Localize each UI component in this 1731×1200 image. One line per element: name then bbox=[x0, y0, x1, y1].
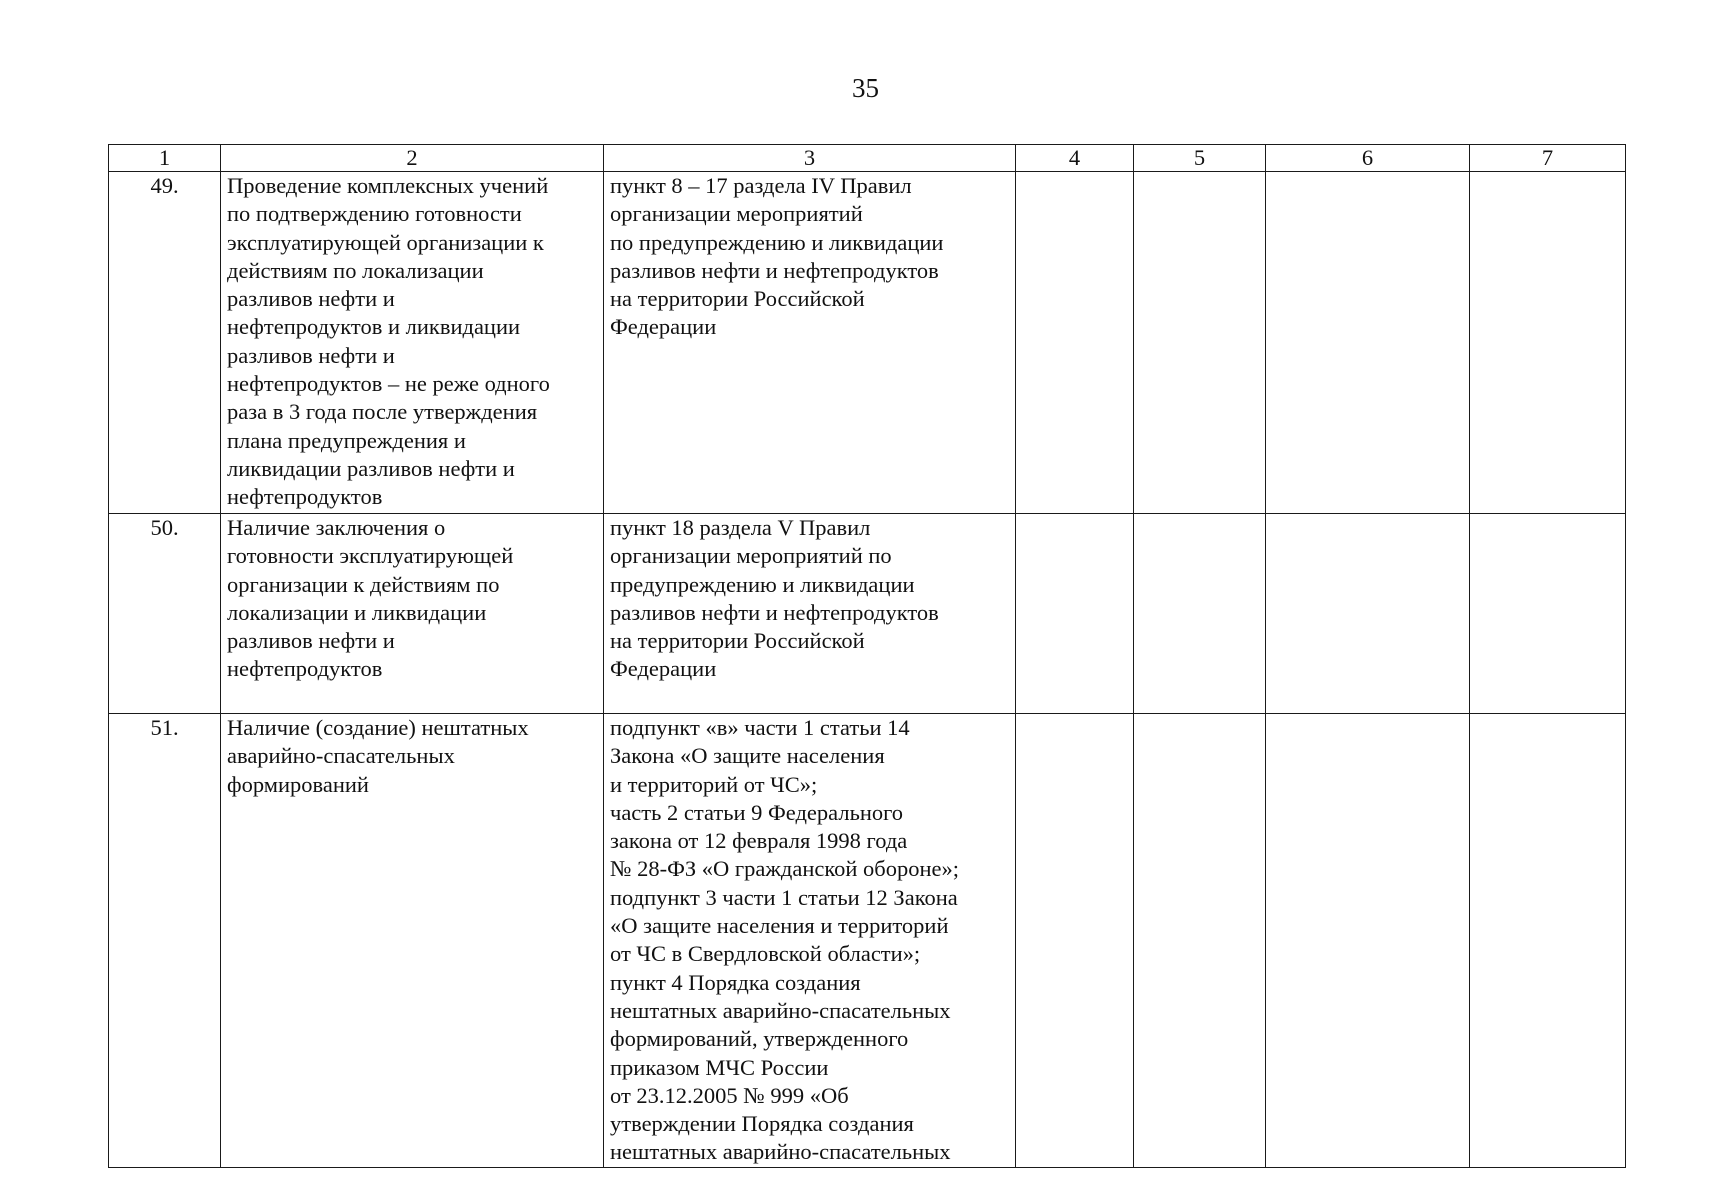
requirement-line: готовности эксплуатирующей bbox=[227, 543, 514, 569]
row-number: 50. bbox=[109, 514, 221, 714]
requirement-line: Проведение комплексных учений bbox=[227, 173, 549, 198]
requirement-cell bbox=[221, 514, 604, 714]
reference-line: разливов нефти и нефтепродуктов bbox=[610, 599, 939, 625]
requirement-line: нефтепродуктов bbox=[227, 656, 383, 682]
empty-cell-col5 bbox=[1134, 514, 1266, 714]
empty-cell-col4 bbox=[1016, 172, 1134, 514]
requirement-line: нефтепродуктов bbox=[227, 484, 383, 510]
reference-line: нештатных аварийно-спасательных bbox=[610, 1139, 951, 1165]
requirement-cell bbox=[221, 172, 604, 514]
reference-line: пункт 8 – 17 раздела IV Правил bbox=[610, 173, 912, 198]
legal-reference-cell bbox=[604, 514, 1016, 714]
requirement-line: аварийно-спасательных bbox=[227, 743, 455, 769]
requirement-line: разливов нефти и bbox=[227, 286, 395, 312]
header-col-7: 7 bbox=[1470, 145, 1626, 172]
empty-cell-col6 bbox=[1266, 514, 1470, 714]
requirement-line: разливов нефти и bbox=[227, 628, 395, 654]
empty-cell-col7 bbox=[1470, 514, 1626, 714]
requirement-line: формирований bbox=[227, 771, 369, 797]
reference-line: подпункт 3 части 1 статьи 12 Закона bbox=[610, 884, 958, 910]
reference-line: от 23.12.2005 № 999 «Об bbox=[610, 1082, 849, 1108]
reference-line: Федерации bbox=[610, 656, 717, 682]
reference-line: на территории Российской bbox=[610, 286, 865, 312]
requirement-line: раза в 3 года после утверждения bbox=[227, 399, 538, 425]
page-number: 35 bbox=[852, 73, 879, 103]
table-body bbox=[109, 172, 1626, 1168]
header-col-4: 4 bbox=[1016, 145, 1134, 172]
requirement-line: нефтепродуктов и ликвидации bbox=[227, 314, 521, 340]
row-number: 51. bbox=[109, 714, 221, 1168]
reference-line: формирований, утвержденного bbox=[610, 1026, 909, 1052]
reference-line: пункт 4 Порядка создания bbox=[610, 969, 861, 995]
header-col-2: 2 bbox=[221, 145, 604, 172]
requirement-line: Наличие заключения о bbox=[227, 515, 446, 540]
requirement-line: локализации и ликвидации bbox=[227, 599, 487, 625]
empty-cell-col4 bbox=[1016, 514, 1134, 714]
empty-cell-col5 bbox=[1134, 714, 1266, 1168]
reference-line: закона от 12 февраля 1998 года bbox=[610, 828, 908, 854]
reference-line: № 28-ФЗ «О гражданской обороне»; bbox=[610, 856, 960, 882]
table-row bbox=[109, 172, 1626, 514]
empty-cell-col7 bbox=[1470, 172, 1626, 514]
requirements-table bbox=[108, 144, 1626, 1168]
reference-line: организации мероприятий bbox=[610, 201, 863, 227]
requirement-line: эксплуатирующей организации к bbox=[227, 229, 544, 255]
reference-line: пункт 18 раздела V Правил bbox=[610, 515, 871, 540]
requirement-line: действиям по локализации bbox=[227, 257, 484, 283]
header-row bbox=[109, 145, 1626, 172]
requirement-line: Наличие (создание) нештатных bbox=[227, 715, 529, 740]
header-col-1: 1 bbox=[109, 145, 221, 172]
reference-line: нештатных аварийно-спасательных bbox=[610, 997, 951, 1023]
reference-line: подпункт «в» части 1 статьи 14 bbox=[610, 715, 910, 740]
legal-reference-cell bbox=[604, 172, 1016, 514]
requirement-line: разливов нефти и bbox=[227, 342, 395, 368]
table-row bbox=[109, 714, 1626, 1168]
requirement-line: по подтверждению готовности bbox=[227, 201, 522, 227]
empty-cell-col4 bbox=[1016, 714, 1134, 1168]
reference-line: от ЧС в Свердловской области»; bbox=[610, 941, 921, 967]
header-col-5: 5 bbox=[1134, 145, 1266, 172]
requirement-line: организации к действиям по bbox=[227, 571, 500, 597]
header-col-3: 3 bbox=[604, 145, 1016, 172]
empty-cell-col6 bbox=[1266, 714, 1470, 1168]
reference-line: разливов нефти и нефтепродуктов bbox=[610, 257, 939, 283]
reference-line: Закона «О защите населения bbox=[610, 743, 885, 769]
row-number: 49. bbox=[109, 172, 221, 514]
empty-cell-col6 bbox=[1266, 172, 1470, 514]
reference-line: и территорий от ЧС»; bbox=[610, 771, 818, 797]
reference-line: предупреждению и ликвидации bbox=[610, 571, 915, 597]
requirement-line: ликвидации разливов нефти и bbox=[227, 455, 515, 481]
reference-line: на территории Российской bbox=[610, 628, 865, 654]
empty-cell-col5 bbox=[1134, 172, 1266, 514]
legal-reference-cell bbox=[604, 714, 1016, 1168]
reference-line: приказом МЧС России bbox=[610, 1054, 829, 1080]
reference-line: утверждении Порядка создания bbox=[610, 1111, 914, 1137]
reference-line: Федерации bbox=[610, 314, 717, 340]
requirement-line: нефтепродуктов – не реже одного bbox=[227, 371, 550, 397]
header-col-6: 6 bbox=[1266, 145, 1470, 172]
requirement-cell bbox=[221, 714, 604, 1168]
reference-line: организации мероприятий по bbox=[610, 543, 892, 569]
reference-line: «О защите населения и территорий bbox=[610, 913, 949, 939]
table-row bbox=[109, 514, 1626, 714]
reference-line: по предупреждению и ликвидации bbox=[610, 229, 944, 255]
reference-line: часть 2 статьи 9 Федерального bbox=[610, 799, 904, 825]
requirement-line: плана предупреждения и bbox=[227, 427, 466, 453]
empty-cell-col7 bbox=[1470, 714, 1626, 1168]
